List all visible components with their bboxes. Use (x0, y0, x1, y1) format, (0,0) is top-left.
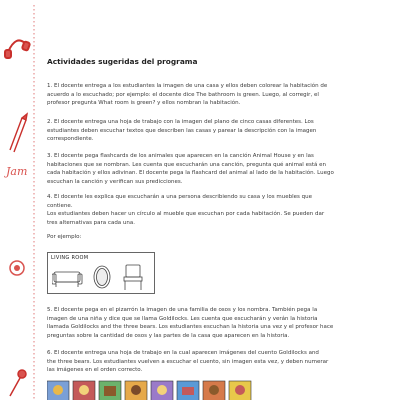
activity-5-line: 5. El docente pega en el pizarrón la imagen de una familia de osos y los nombra. También pega la (47, 307, 318, 313)
microphone-icon (10, 370, 26, 396)
living-room-illustration (47, 252, 155, 294)
story-scene-5-icon (151, 381, 173, 400)
goldilocks-picture-strip (47, 380, 287, 400)
activity-1-line: profesor pregunta What room is green? y ellos nombran la habitación. (47, 100, 241, 107)
mirror-icon (94, 266, 110, 288)
activity-3-line: 3. El docente pega flashcards de los animales que aparecen en la canción Animal House y en las (47, 153, 314, 159)
activity-2-line: correspondiente. (47, 136, 94, 143)
story-scene-6-icon (177, 381, 199, 400)
activity-5-line: llamada Goldilocks and the three bears. Los estudiantes escuchan la historia una vez y el profesor hace (47, 324, 334, 331)
jam-text-icon: Jam (6, 165, 28, 178)
activity-4-line: contiene. (47, 202, 73, 209)
activity-2 (47, 118, 385, 144)
activity-4-line: Los estudiantes deben hacer un círculo al mueble que escuchan por cada habitación. Se pueden dar (47, 211, 325, 218)
story-scene-1-icon (47, 381, 69, 400)
story-scene-3-icon (99, 381, 121, 400)
story-scene-2-icon (73, 381, 95, 400)
activity-2-line: estudiantes deben escuchar textos que describen las casas y parear la descripción con la imagen (47, 127, 317, 134)
activity-4 (47, 193, 385, 227)
story-scene-4-icon (125, 381, 147, 400)
story-scene-7-icon (203, 381, 225, 400)
activity-1-line: acuerdo a lo escuchado; por ejemplo: el docente dice The bathroom is green. Luego, al corregir, el (47, 91, 319, 98)
living-room-label: LIVING ROOM (51, 255, 89, 261)
example-label (47, 233, 385, 242)
activity-3-line: cada habitación y ellos adivinan. El docente pega la flashcard del animal al lado de la habitación. Luego (47, 170, 334, 177)
activity-3 (47, 152, 385, 186)
activity-1 (47, 82, 385, 108)
activity-5-line: imagen de una niña y dice que se llama Goldilocks. Les cuenta que escucharán y verán la historia (47, 315, 318, 322)
section-heading: Actividades sugeridas del programa (47, 57, 198, 66)
activity-3-line: habitaciones que se nombran. Les cuenta que escucharán una canción, pregunta qué animal está en (47, 161, 326, 168)
activity-6 (47, 349, 385, 375)
pencil-icon (10, 114, 27, 152)
activity-4-line: tres alternativas para cada una. (47, 219, 136, 226)
decorative-margin (0, 0, 40, 400)
activity-2-line: 2. El docente entrega una hoja de trabajo con la imagen del plano de cinco casas diferentes. Los (47, 119, 314, 125)
headphones-icon (5, 40, 30, 58)
margin-doodles (0, 0, 40, 400)
activity-4-line: 4. El docente les explica que escucharán a una persona describiendo su casa y los muebles que (47, 194, 312, 200)
goldilocks-scenes (47, 380, 287, 400)
activity-6-line: 6. El docente entrega una hoja de trabajo en la cual aparecen imágenes del cuento Goldilocks and (47, 350, 319, 356)
furniture-options (52, 264, 152, 292)
activity-5-line: preguntas sobre la cantidad de osos y las partes de la casa que aparecen en la historia. (47, 332, 290, 339)
furniture-drawings (52, 264, 152, 292)
activity-6-line: the three bears. Los estudiantes vuelven a escuchar el cuento, sin imagen esta vez, y deben numerar (47, 358, 329, 365)
example-label-line: Por ejemplo: (47, 234, 82, 240)
story-scene-8-icon (229, 381, 251, 400)
activity-6-line: las imágenes en el orden correcto. (47, 367, 143, 374)
sofa-icon (52, 272, 82, 287)
activity-5 (47, 306, 385, 340)
chair-icon (124, 265, 142, 290)
activity-1-line: 1. El docente entrega a los estudiantes la imagen de una casa y ellos deben colorear la habitación de (47, 83, 328, 89)
activity-3-line: escuchan la canción y verifican sus predicciones. (47, 178, 183, 185)
